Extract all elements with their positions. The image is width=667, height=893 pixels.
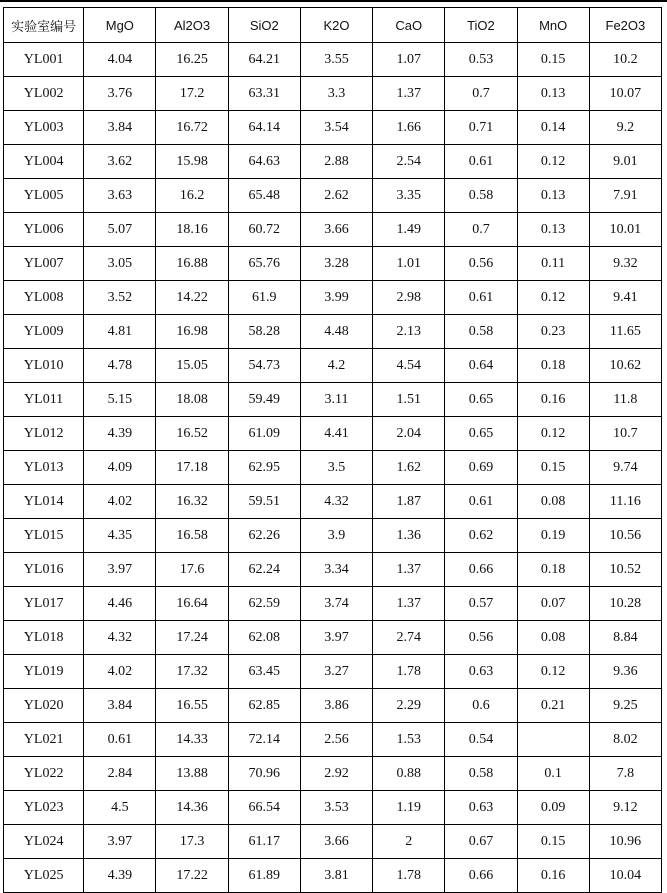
cell-value: 1.66 xyxy=(373,111,445,145)
cell-value: 11.16 xyxy=(589,485,661,519)
cell-value: 0.56 xyxy=(445,621,517,655)
cell-value: 62.08 xyxy=(228,621,300,655)
header-lab-id: 实验室编号 xyxy=(4,8,84,43)
cell-value: 4.35 xyxy=(84,519,156,553)
cell-lab-id: YL009 xyxy=(4,315,84,349)
cell-value: 63.45 xyxy=(228,655,300,689)
table-row xyxy=(4,689,662,723)
cell-value: 3.66 xyxy=(300,213,372,247)
cell-value: 4.81 xyxy=(84,315,156,349)
cell-value: 66.54 xyxy=(228,791,300,825)
cell-value: 0.15 xyxy=(517,451,589,485)
cell-lab-id: YL007 xyxy=(4,247,84,281)
cell-value: 65.76 xyxy=(228,247,300,281)
cell-lab-id: YL024 xyxy=(4,825,84,859)
cell-value: 0.88 xyxy=(373,757,445,791)
cell-value: 15.98 xyxy=(156,145,228,179)
cell-value: 0.15 xyxy=(517,825,589,859)
cell-value: 3.97 xyxy=(300,621,372,655)
cell-value: 4.54 xyxy=(373,349,445,383)
cell-value: 0.65 xyxy=(445,383,517,417)
header-mno: MnO xyxy=(517,8,589,43)
cell-value: 3.34 xyxy=(300,553,372,587)
cell-value: 3.97 xyxy=(84,825,156,859)
cell-value: 64.63 xyxy=(228,145,300,179)
table-row xyxy=(4,587,662,621)
cell-value: 2.88 xyxy=(300,145,372,179)
table-row xyxy=(4,553,662,587)
cell-value: 2.62 xyxy=(300,179,372,213)
cell-lab-id: YL022 xyxy=(4,757,84,791)
header-mgo: MgO xyxy=(84,8,156,43)
table-row xyxy=(4,825,662,859)
cell-value: 11.8 xyxy=(589,383,661,417)
cell-value: 3.99 xyxy=(300,281,372,315)
cell-value: 7.8 xyxy=(589,757,661,791)
table-row xyxy=(4,179,662,213)
cell-value: 17.6 xyxy=(156,553,228,587)
cell-value: 72.14 xyxy=(228,723,300,757)
cell-value: 3.9 xyxy=(300,519,372,553)
cell-value: 2.04 xyxy=(373,417,445,451)
cell-value: 10.7 xyxy=(589,417,661,451)
cell-lab-id: YL013 xyxy=(4,451,84,485)
cell-value: 1.07 xyxy=(373,43,445,77)
cell-value: 0.61 xyxy=(445,145,517,179)
cell-value: 0.12 xyxy=(517,417,589,451)
cell-value: 9.01 xyxy=(589,145,661,179)
cell-value: 0.13 xyxy=(517,179,589,213)
cell-value: 0.61 xyxy=(445,485,517,519)
cell-value: 0.71 xyxy=(445,111,517,145)
cell-value: 16.58 xyxy=(156,519,228,553)
cell-value: 17.18 xyxy=(156,451,228,485)
cell-value: 1.87 xyxy=(373,485,445,519)
cell-value: 9.25 xyxy=(589,689,661,723)
header-sio2: SiO2 xyxy=(228,8,300,43)
cell-value: 65.48 xyxy=(228,179,300,213)
cell-value: 1.19 xyxy=(373,791,445,825)
cell-value: 62.85 xyxy=(228,689,300,723)
table-row xyxy=(4,519,662,553)
cell-value: 2.92 xyxy=(300,757,372,791)
cell-value: 0.67 xyxy=(445,825,517,859)
cell-value: 8.02 xyxy=(589,723,661,757)
cell-value: 9.36 xyxy=(589,655,661,689)
cell-value: 4.2 xyxy=(300,349,372,383)
cell-value: 3.84 xyxy=(84,111,156,145)
cell-lab-id: YL010 xyxy=(4,349,84,383)
cell-value: 3.53 xyxy=(300,791,372,825)
table-row xyxy=(4,723,662,757)
cell-value: 10.28 xyxy=(589,587,661,621)
cell-value: 2.54 xyxy=(373,145,445,179)
cell-value: 1.78 xyxy=(373,859,445,893)
cell-value: 63.31 xyxy=(228,77,300,111)
cell-value: 2 xyxy=(373,825,445,859)
cell-value: 10.07 xyxy=(589,77,661,111)
cell-value: 1.53 xyxy=(373,723,445,757)
cell-value: 0.64 xyxy=(445,349,517,383)
cell-value: 3.5 xyxy=(300,451,372,485)
table-row xyxy=(4,77,662,111)
cell-value: 7.91 xyxy=(589,179,661,213)
cell-value: 59.49 xyxy=(228,383,300,417)
cell-value: 9.12 xyxy=(589,791,661,825)
cell-value: 0.7 xyxy=(445,213,517,247)
cell-value: 61.89 xyxy=(228,859,300,893)
cell-value: 58.28 xyxy=(228,315,300,349)
cell-value: 16.52 xyxy=(156,417,228,451)
cell-value: 16.2 xyxy=(156,179,228,213)
cell-value: 0.65 xyxy=(445,417,517,451)
cell-value: 10.62 xyxy=(589,349,661,383)
cell-value: 4.41 xyxy=(300,417,372,451)
cell-value: 18.16 xyxy=(156,213,228,247)
cell-lab-id: YL020 xyxy=(4,689,84,723)
table-row xyxy=(4,655,662,689)
table-header-row xyxy=(4,8,662,43)
table-row xyxy=(4,859,662,893)
cell-value: 9.2 xyxy=(589,111,661,145)
cell-value: 10.04 xyxy=(589,859,661,893)
cell-value: 2.74 xyxy=(373,621,445,655)
cell-value: 62.24 xyxy=(228,553,300,587)
table-row xyxy=(4,281,662,315)
cell-value: 5.07 xyxy=(84,213,156,247)
cell-value: 3.62 xyxy=(84,145,156,179)
cell-value: 4.09 xyxy=(84,451,156,485)
cell-value: 3.05 xyxy=(84,247,156,281)
cell-value: 17.3 xyxy=(156,825,228,859)
cell-value: 10.01 xyxy=(589,213,661,247)
table-row xyxy=(4,349,662,383)
cell-value: 1.78 xyxy=(373,655,445,689)
header-tio2: TiO2 xyxy=(445,8,517,43)
cell-value: 4.39 xyxy=(84,417,156,451)
cell-value: 3.27 xyxy=(300,655,372,689)
table-row xyxy=(4,145,662,179)
cell-value: 3.54 xyxy=(300,111,372,145)
table-row xyxy=(4,213,662,247)
cell-value: 3.84 xyxy=(84,689,156,723)
cell-value: 3.28 xyxy=(300,247,372,281)
cell-value: 3.63 xyxy=(84,179,156,213)
cell-lab-id: YL005 xyxy=(4,179,84,213)
cell-value: 0.13 xyxy=(517,77,589,111)
cell-lab-id: YL006 xyxy=(4,213,84,247)
cell-value: 0.11 xyxy=(517,247,589,281)
cell-value: 4.78 xyxy=(84,349,156,383)
cell-value: 61.9 xyxy=(228,281,300,315)
table-row xyxy=(4,451,662,485)
cell-value: 0.18 xyxy=(517,349,589,383)
cell-value: 9.41 xyxy=(589,281,661,315)
cell-value: 0.16 xyxy=(517,859,589,893)
cell-value: 3.81 xyxy=(300,859,372,893)
cell-value: 14.22 xyxy=(156,281,228,315)
cell-value: 62.95 xyxy=(228,451,300,485)
cell-value: 1.01 xyxy=(373,247,445,281)
cell-value: 1.51 xyxy=(373,383,445,417)
cell-value: 0.16 xyxy=(517,383,589,417)
cell-value: 4.32 xyxy=(84,621,156,655)
cell-value: 4.32 xyxy=(300,485,372,519)
cell-value: 3.55 xyxy=(300,43,372,77)
cell-value: 0.07 xyxy=(517,587,589,621)
table-row xyxy=(4,315,662,349)
cell-value: 4.04 xyxy=(84,43,156,77)
cell-value: 16.72 xyxy=(156,111,228,145)
table-row xyxy=(4,757,662,791)
cell-value: 0.58 xyxy=(445,179,517,213)
cell-value: 1.49 xyxy=(373,213,445,247)
table-row xyxy=(4,791,662,825)
cell-value: 1.62 xyxy=(373,451,445,485)
cell-value: 0.57 xyxy=(445,587,517,621)
cell-value: 0.14 xyxy=(517,111,589,145)
cell-value: 62.26 xyxy=(228,519,300,553)
cell-value: 16.32 xyxy=(156,485,228,519)
cell-value: 3.11 xyxy=(300,383,372,417)
cell-lab-id: YL021 xyxy=(4,723,84,757)
cell-lab-id: YL008 xyxy=(4,281,84,315)
cell-value: 61.17 xyxy=(228,825,300,859)
cell-value: 4.39 xyxy=(84,859,156,893)
cell-value: 0.7 xyxy=(445,77,517,111)
cell-value: 70.96 xyxy=(228,757,300,791)
cell-value: 17.22 xyxy=(156,859,228,893)
cell-lab-id: YL004 xyxy=(4,145,84,179)
cell-value: 3.97 xyxy=(84,553,156,587)
cell-lab-id: YL001 xyxy=(4,43,84,77)
cell-value: 0.63 xyxy=(445,791,517,825)
cell-value: 0.1 xyxy=(517,757,589,791)
table-body xyxy=(4,43,662,893)
cell-value: 0.53 xyxy=(445,43,517,77)
cell-value xyxy=(517,723,589,757)
cell-value: 9.74 xyxy=(589,451,661,485)
table-row xyxy=(4,383,662,417)
cell-value: 3.74 xyxy=(300,587,372,621)
cell-value: 0.54 xyxy=(445,723,517,757)
cell-value: 0.23 xyxy=(517,315,589,349)
cell-value: 16.55 xyxy=(156,689,228,723)
cell-value: 0.18 xyxy=(517,553,589,587)
cell-value: 15.05 xyxy=(156,349,228,383)
cell-value: 17.24 xyxy=(156,621,228,655)
cell-value: 0.08 xyxy=(517,621,589,655)
cell-value: 0.15 xyxy=(517,43,589,77)
cell-value: 3.66 xyxy=(300,825,372,859)
cell-lab-id: YL003 xyxy=(4,111,84,145)
cell-value: 0.61 xyxy=(445,281,517,315)
cell-lab-id: YL023 xyxy=(4,791,84,825)
cell-lab-id: YL014 xyxy=(4,485,84,519)
cell-value: 9.32 xyxy=(589,247,661,281)
top-rule xyxy=(0,0,667,2)
cell-value: 18.08 xyxy=(156,383,228,417)
table-row xyxy=(4,111,662,145)
cell-value: 16.64 xyxy=(156,587,228,621)
cell-value: 0.12 xyxy=(517,145,589,179)
cell-value: 0.19 xyxy=(517,519,589,553)
header-al2o3: Al2O3 xyxy=(156,8,228,43)
cell-value: 3.35 xyxy=(373,179,445,213)
cell-value: 5.15 xyxy=(84,383,156,417)
cell-lab-id: YL016 xyxy=(4,553,84,587)
cell-value: 4.5 xyxy=(84,791,156,825)
cell-value: 60.72 xyxy=(228,213,300,247)
cell-value: 2.56 xyxy=(300,723,372,757)
cell-value: 14.36 xyxy=(156,791,228,825)
cell-value: 11.65 xyxy=(589,315,661,349)
cell-value: 10.56 xyxy=(589,519,661,553)
cell-value: 1.37 xyxy=(373,77,445,111)
cell-value: 2.98 xyxy=(373,281,445,315)
cell-value: 4.46 xyxy=(84,587,156,621)
table-row xyxy=(4,247,662,281)
table-row xyxy=(4,417,662,451)
cell-value: 64.14 xyxy=(228,111,300,145)
cell-value: 17.2 xyxy=(156,77,228,111)
cell-value: 0.09 xyxy=(517,791,589,825)
cell-value: 1.37 xyxy=(373,553,445,587)
cell-value: 0.58 xyxy=(445,315,517,349)
cell-value: 4.02 xyxy=(84,655,156,689)
cell-value: 3.52 xyxy=(84,281,156,315)
cell-value: 0.61 xyxy=(84,723,156,757)
cell-lab-id: YL002 xyxy=(4,77,84,111)
cell-value: 1.36 xyxy=(373,519,445,553)
cell-value: 4.02 xyxy=(84,485,156,519)
cell-value: 10.96 xyxy=(589,825,661,859)
cell-value: 54.73 xyxy=(228,349,300,383)
cell-value: 0.21 xyxy=(517,689,589,723)
cell-value: 64.21 xyxy=(228,43,300,77)
cell-value: 3.86 xyxy=(300,689,372,723)
composition-table xyxy=(3,7,662,893)
cell-value: 0.62 xyxy=(445,519,517,553)
cell-lab-id: YL017 xyxy=(4,587,84,621)
cell-value: 0.66 xyxy=(445,859,517,893)
cell-value: 0.08 xyxy=(517,485,589,519)
cell-value: 10.2 xyxy=(589,43,661,77)
cell-value: 3.3 xyxy=(300,77,372,111)
cell-value: 4.48 xyxy=(300,315,372,349)
cell-value: 2.84 xyxy=(84,757,156,791)
cell-value: 0.12 xyxy=(517,281,589,315)
cell-value: 3.76 xyxy=(84,77,156,111)
cell-value: 10.52 xyxy=(589,553,661,587)
cell-value: 61.09 xyxy=(228,417,300,451)
cell-lab-id: YL012 xyxy=(4,417,84,451)
cell-lab-id: YL015 xyxy=(4,519,84,553)
cell-value: 16.98 xyxy=(156,315,228,349)
cell-value: 8.84 xyxy=(589,621,661,655)
table-row xyxy=(4,621,662,655)
cell-value: 0.63 xyxy=(445,655,517,689)
cell-value: 0.12 xyxy=(517,655,589,689)
cell-lab-id: YL019 xyxy=(4,655,84,689)
cell-value: 17.32 xyxy=(156,655,228,689)
cell-value: 59.51 xyxy=(228,485,300,519)
cell-value: 0.69 xyxy=(445,451,517,485)
cell-value: 62.59 xyxy=(228,587,300,621)
cell-value: 2.29 xyxy=(373,689,445,723)
cell-value: 0.58 xyxy=(445,757,517,791)
cell-value: 14.33 xyxy=(156,723,228,757)
table-row xyxy=(4,43,662,77)
cell-lab-id: YL018 xyxy=(4,621,84,655)
cell-value: 1.37 xyxy=(373,587,445,621)
cell-lab-id: YL025 xyxy=(4,859,84,893)
header-cao: CaO xyxy=(373,8,445,43)
cell-value: 2.13 xyxy=(373,315,445,349)
cell-value: 16.25 xyxy=(156,43,228,77)
cell-lab-id: YL011 xyxy=(4,383,84,417)
cell-value: 0.13 xyxy=(517,213,589,247)
cell-value: 0.56 xyxy=(445,247,517,281)
cell-value: 0.66 xyxy=(445,553,517,587)
cell-value: 13.88 xyxy=(156,757,228,791)
header-k2o: K2O xyxy=(300,8,372,43)
header-fe2o3: Fe2O3 xyxy=(589,8,661,43)
cell-value: 0.6 xyxy=(445,689,517,723)
cell-value: 16.88 xyxy=(156,247,228,281)
table-row xyxy=(4,485,662,519)
